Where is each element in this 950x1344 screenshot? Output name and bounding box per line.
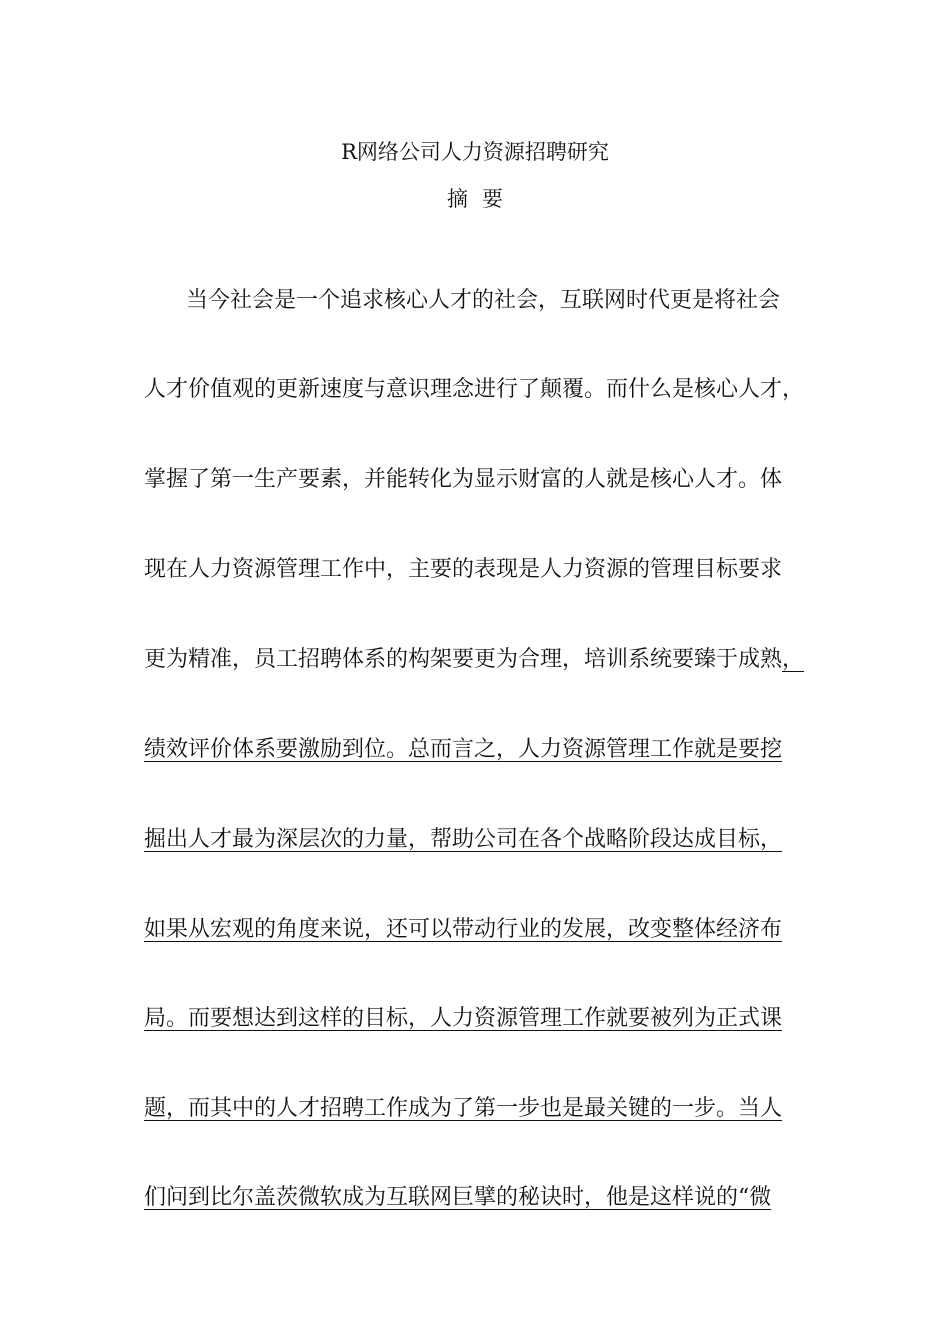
line-text: 更为精准，员工招聘体系的构架要更为合理，培训系统要臻于成熟 xyxy=(144,647,783,672)
line-text: 现在人力资源管理工作中，主要的表现是人力资源的管理目标要求 xyxy=(144,557,783,582)
paragraph-line xyxy=(186,286,780,316)
line-text-underlined: 绩效评价体系要激励到位。总而言之，人力资源管理工作就是要挖 xyxy=(144,737,783,762)
line-text-underlined: 如果从宏观的角度来说，还可以带动行业的发展，改变整体经济布 xyxy=(144,917,783,942)
paragraph-line xyxy=(144,375,804,405)
line-text: 当今社会是一个追求核心人才的社会，互联网时代更是将社会 xyxy=(186,288,781,313)
paragraph-line xyxy=(144,1094,782,1124)
paragraph-line xyxy=(144,735,782,765)
abstract-heading: 摘要 xyxy=(447,187,517,211)
paragraph-line xyxy=(144,1004,782,1034)
line-text-underlined: 们问到比尔盖茨微软成为互联网巨擘的秘诀时，他是这样说的“微 xyxy=(144,1185,772,1210)
paragraph-line xyxy=(144,555,782,585)
line-text-underlined: ， xyxy=(782,647,805,672)
line-text-underlined: 局。而要想达到这样的目标，人力资源管理工作就要被列为正式课 xyxy=(144,1006,783,1031)
paragraph-line xyxy=(144,1183,771,1213)
paragraph-line xyxy=(144,645,804,675)
line-text-underlined: 掘出人才最为深层次的力量，帮助公司在各个战略阶段达成目标， xyxy=(144,827,783,852)
line-text-underlined: 题，而其中的人才招聘工作成为了第一步也是最关键的一步。当人 xyxy=(144,1096,783,1121)
paragraph-line xyxy=(144,465,782,495)
line-text: 人才价值观的更新速度与意识理念进行了颠覆。而什么是核心人才， xyxy=(144,377,805,402)
paragraph-line xyxy=(144,915,782,945)
line-text: 掌握了第一生产要素，并能转化为显示财富的人就是核心人才。体 xyxy=(144,467,783,492)
paragraph-line xyxy=(144,825,782,855)
document-title: R网络公司人力资源招聘研究 xyxy=(341,140,609,164)
